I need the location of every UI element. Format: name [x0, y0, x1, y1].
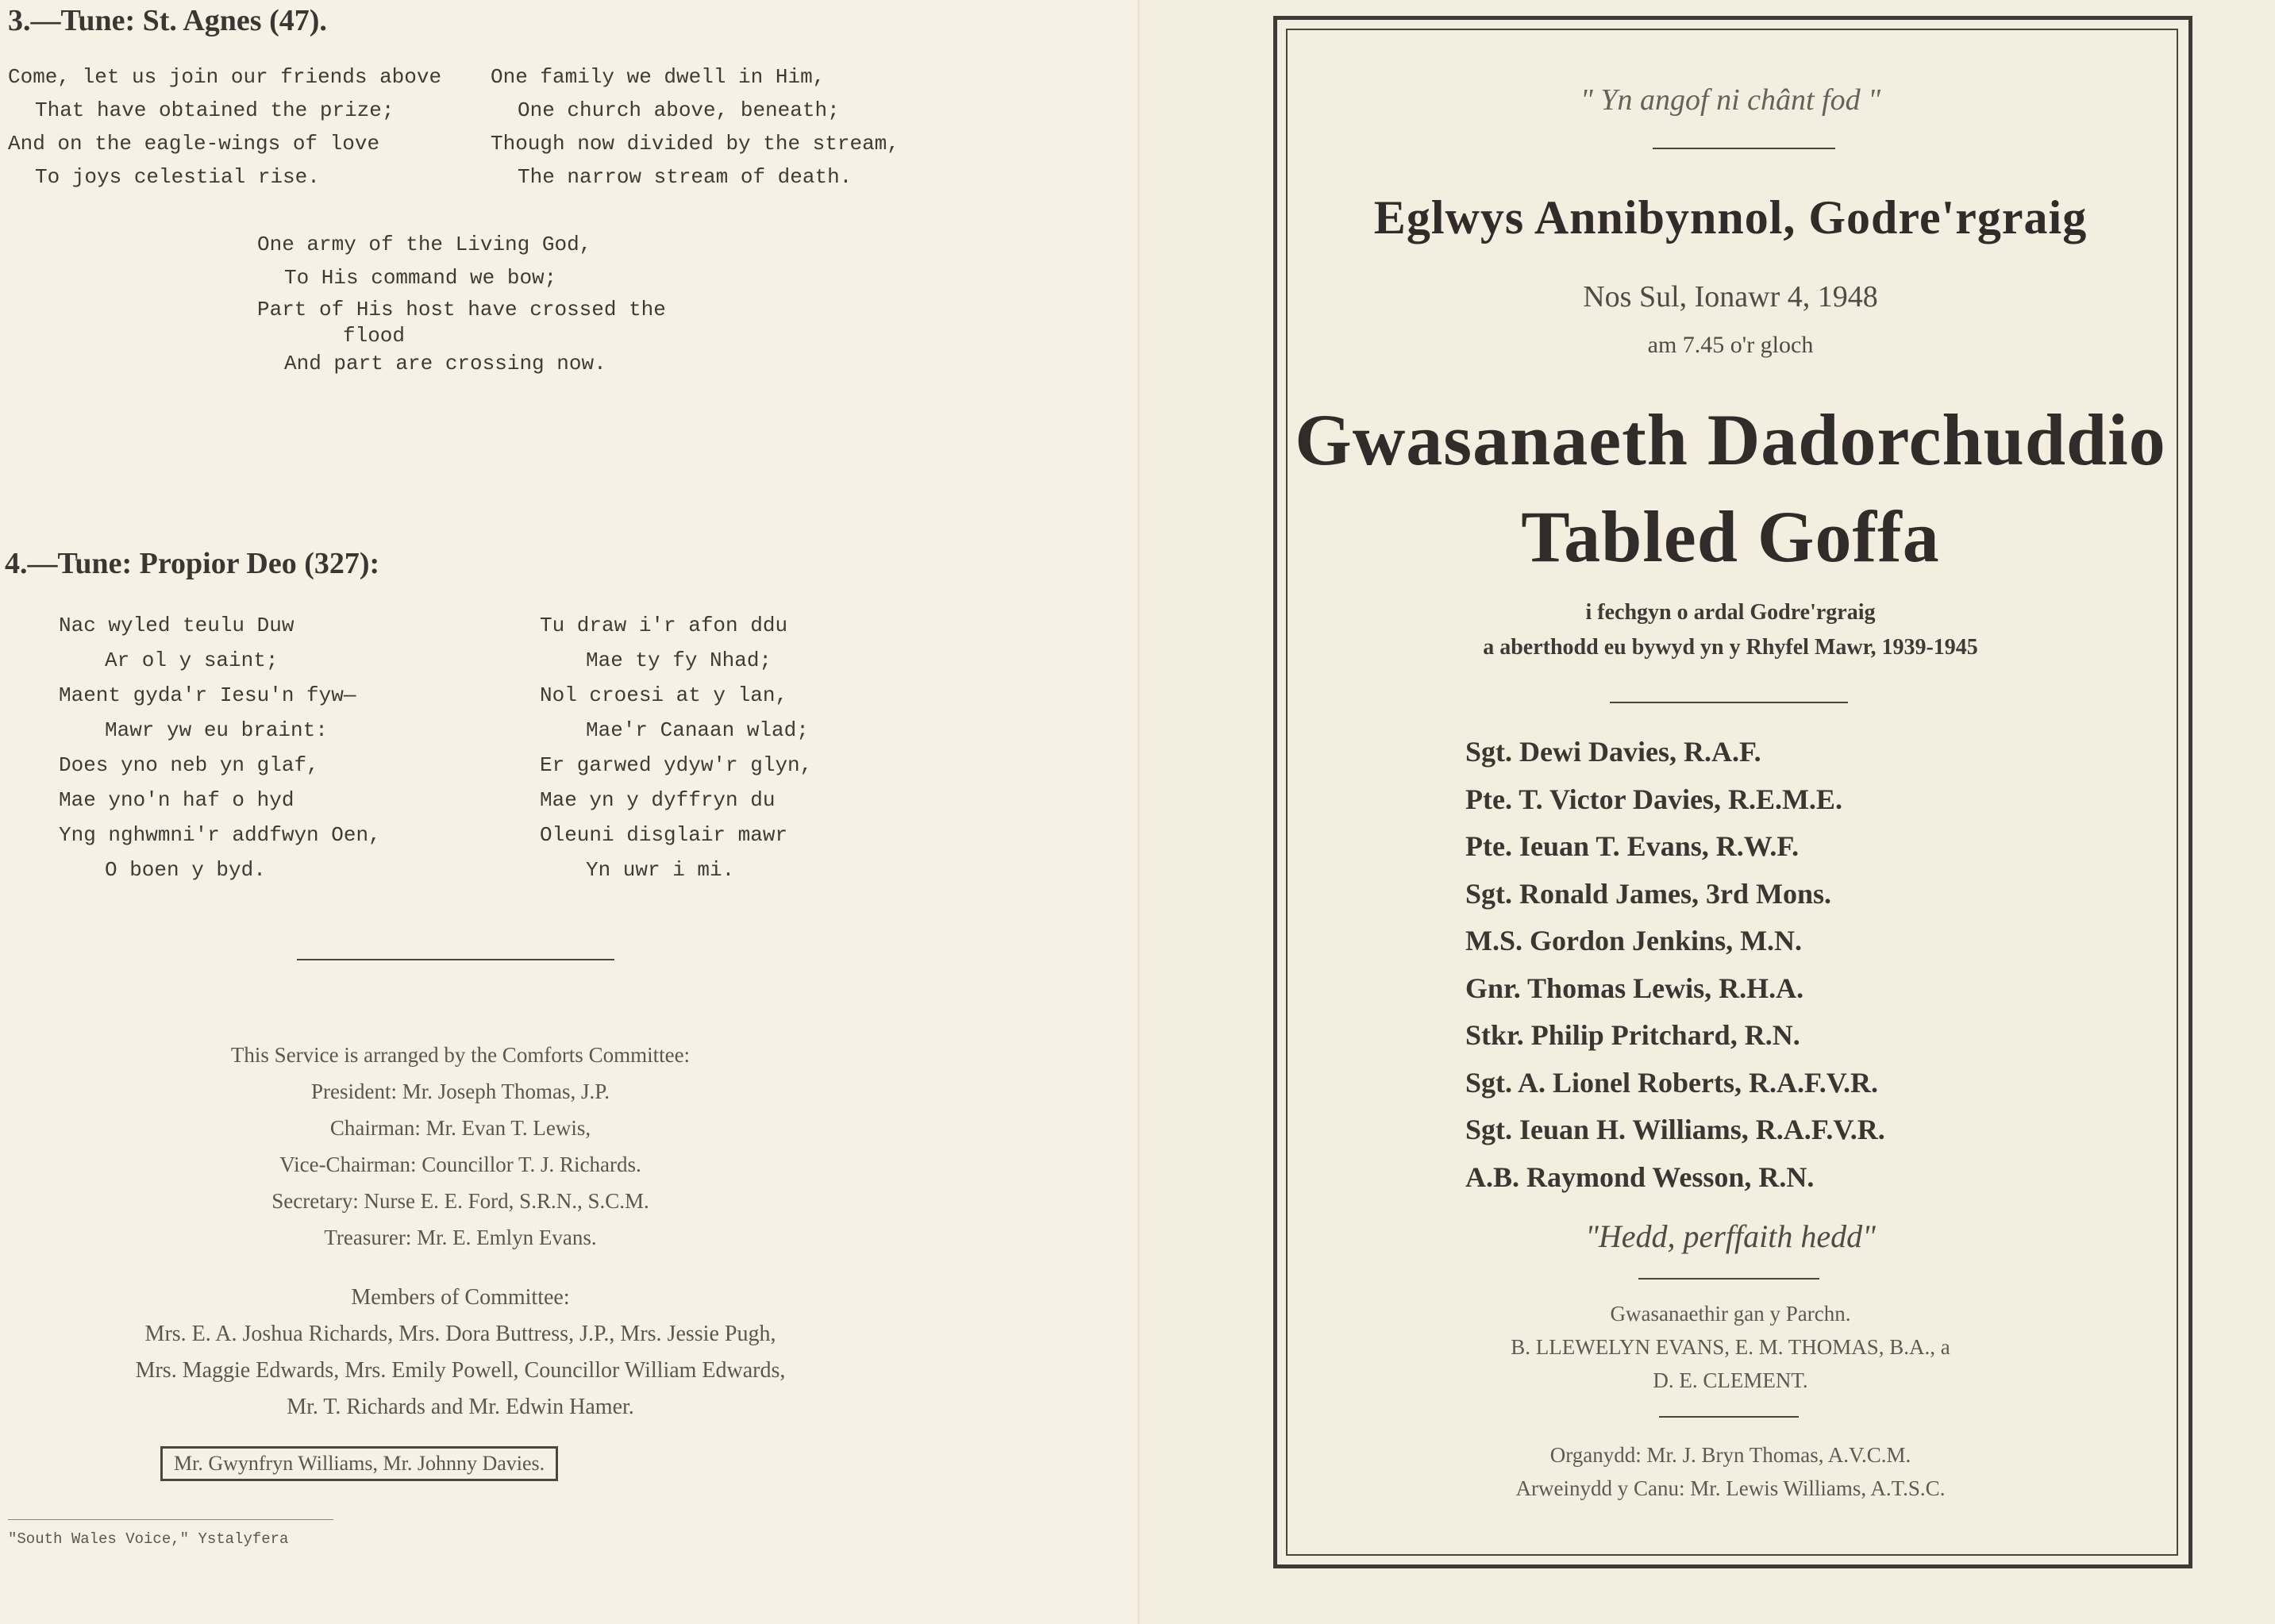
committee-president: President: Mr. Joseph Thomas, J.P. [310, 1079, 610, 1103]
tune4-col1-line: Mae yno'n haf o hyd [59, 788, 294, 812]
tune3-col2-line: One church above, beneath; [518, 98, 840, 122]
tune3-stanza-line: And part are crossing now. [284, 352, 606, 375]
tune3-verse-col1 [8, 60, 441, 194]
tune4-col1-line: Does yno neb yn glaf, [59, 753, 319, 777]
tune4-col2-line: Mae ty fy Nhad; [586, 648, 772, 672]
memorial-name: Pte. Ieuan T. Evans, R.W.F. [1465, 830, 1800, 862]
names-list [1465, 729, 1885, 1201]
committee-vice-chairman: Vice-Chairman: Councillor T. J. Richards. [279, 1153, 641, 1176]
memorial-name: Sgt. Dewi Davies, R.A.F. [1465, 736, 1761, 768]
service-date: Nos Sul, Ionawr 4, 1948 [1583, 280, 1878, 314]
ornament-rule [1610, 702, 1848, 703]
officiants-line-2: D. E. CLEMENT. [1653, 1368, 1808, 1392]
tune4-col1-line: Mawr yw eu braint: [105, 718, 328, 742]
tune4-col2-line: Er garwed ydyw'r glyn, [540, 753, 813, 777]
tune4-col1-line: Nac wyled teulu Duw [59, 614, 294, 637]
tune4-col2-line: Oleuni disglair mawr [540, 823, 788, 847]
bottom-quote: "Hedd, perffaith hedd" [1585, 1218, 1876, 1254]
memorial-name: Sgt. Ronald James, 3rd Mons. [1465, 877, 1832, 910]
dedication-line-1: i fechgyn o ardal Godre'rgraig [1585, 600, 1876, 625]
tune4-col2-line: Tu draw i'r afon ddu [540, 614, 788, 637]
tune3-stanza-line: One army of the Living God, [257, 233, 592, 256]
tune3-stanza-line: Part of His host have crossed the [257, 298, 666, 321]
divider-line [297, 959, 614, 960]
service-time: am 7.45 o'r gloch [1647, 332, 1814, 358]
conductor: Arweinydd y Canu: Mr. Lewis Williams, A.T.S.C. [1515, 1476, 1946, 1500]
tune4-col2-line: Mae'r Canaan wlad; [586, 718, 809, 742]
memorial-name: Sgt. A. Lionel Roberts, R.A.F.V.R. [1465, 1066, 1879, 1099]
tune3-col2-line: The narrow stream of death. [518, 165, 853, 189]
memorial-name: Sgt. Ieuan H. Williams, R.A.F.V.R. [1465, 1114, 1885, 1145]
tune4-col1-line: Maent gyda'r Iesu'n fyw— [59, 683, 356, 707]
officiants-line-1: B. LLEWELYN EVANS, E. M. THOMAS, B.A., a [1511, 1335, 1950, 1359]
title-line-2: Tabled Goffa [1521, 496, 1940, 577]
committee-secretary: Secretary: Nurse E. E. Ford, S.R.N., S.C.M. [271, 1189, 649, 1213]
ornament-rule [1638, 1278, 1819, 1280]
tune3-stanza-line: flood [343, 324, 406, 348]
memorial-name: M.S. Gordon Jenkins, M.N. [1465, 925, 1803, 956]
dedication-line-2: a aberthodd eu bywyd yn y Rhyfel Mawr, 1939-1945 [1483, 635, 1978, 660]
footer-rule [8, 1519, 333, 1520]
committee-treasurer: Treasurer: Mr. E. Emlyn Evans. [324, 1226, 597, 1249]
committee-intro: This Service is arranged by the Comforts Committee: [230, 1043, 691, 1067]
members-line: Mrs. E. A. Joshua Richards, Mrs. Dora Buttress, J.P., Mrs. Jessie Pugh, [144, 1322, 776, 1346]
tune3-col1-line: That have obtained the prize; [35, 98, 395, 122]
tune4-col1-line: O boen y byd. [105, 858, 266, 882]
tune3-verse-col2 [491, 60, 899, 194]
memorial-name: Stkr. Philip Pritchard, R.N. [1465, 1019, 1800, 1051]
tune3-col1-line: And on the eagle-wings of love [8, 132, 380, 156]
top-quote: " Yn angof ni chânt fod " [1580, 83, 1881, 117]
boxed-members: Mr. Gwynfryn Williams, Mr. Johnny Davies. [160, 1446, 558, 1481]
members-block [0, 1280, 921, 1426]
tune4-col2-line: Nol croesi at y lan, [540, 683, 788, 707]
ornament-rule [1659, 1416, 1799, 1418]
officiants-intro: Gwasanaethir gan y Parchn. [1610, 1302, 1851, 1326]
memorial-name: A.B. Raymond Wesson, R.N. [1465, 1160, 1815, 1193]
tune4-col2-line: Mae yn y dyffryn du [540, 788, 776, 812]
organist: Organydd: Mr. J. Bryn Thomas, A.V.C.M. [1549, 1443, 1911, 1467]
chapel-name: Eglwys Annibynnol, Godre'rgraig [1373, 191, 2088, 244]
tune4-heading: 4.—Tune: Propior Deo (327): [5, 547, 380, 580]
printer-credit: "South Wales Voice," Ystalyfera [8, 1530, 289, 1548]
members-line: Mr. T. Richards and Mr. Edwin Hamer. [287, 1395, 634, 1419]
tune4-verse-col1 [59, 608, 381, 887]
committee-block [0, 1037, 921, 1256]
tune4-col2-line: Yn uwr i mi. [586, 858, 735, 882]
title-line-1: Gwasanaeth Dadorchuddio [1295, 399, 2166, 480]
tune3-col1-line: To joys celestial rise. [35, 165, 320, 189]
memorial-name: Pte. T. Victor Davies, R.E.M.E. [1465, 783, 1842, 815]
tune4-col1-line: Ar ol y saint; [105, 648, 279, 672]
committee-chairman: Chairman: Mr. Evan T. Lewis, [329, 1116, 591, 1140]
tune3-stanza [257, 228, 666, 380]
tune4-col1-line: Yng nghwmni'r addfwyn Oen, [59, 823, 381, 847]
members-line: Mrs. Maggie Edwards, Mrs. Emily Powell, Councillor William Edwards, [135, 1358, 786, 1383]
page-fold [1138, 0, 1140, 1624]
tune3-col2-line: Though now divided by the stream, [491, 132, 899, 156]
tune3-col2-line: One family we dwell in Him, [491, 65, 826, 89]
ornament-rule [1653, 148, 1835, 149]
tune3-stanza-line: To His command we bow; [284, 266, 557, 290]
tune3-col1-line: Come, let us join our friends above [8, 65, 442, 89]
members-heading: Members of Committee: [351, 1285, 570, 1310]
tune4-verse-col2 [540, 608, 812, 887]
memorial-name: Gnr. Thomas Lewis, R.H.A. [1465, 972, 1804, 1004]
tune3-heading: 3.—Tune: St. Agnes (47). [8, 4, 327, 37]
